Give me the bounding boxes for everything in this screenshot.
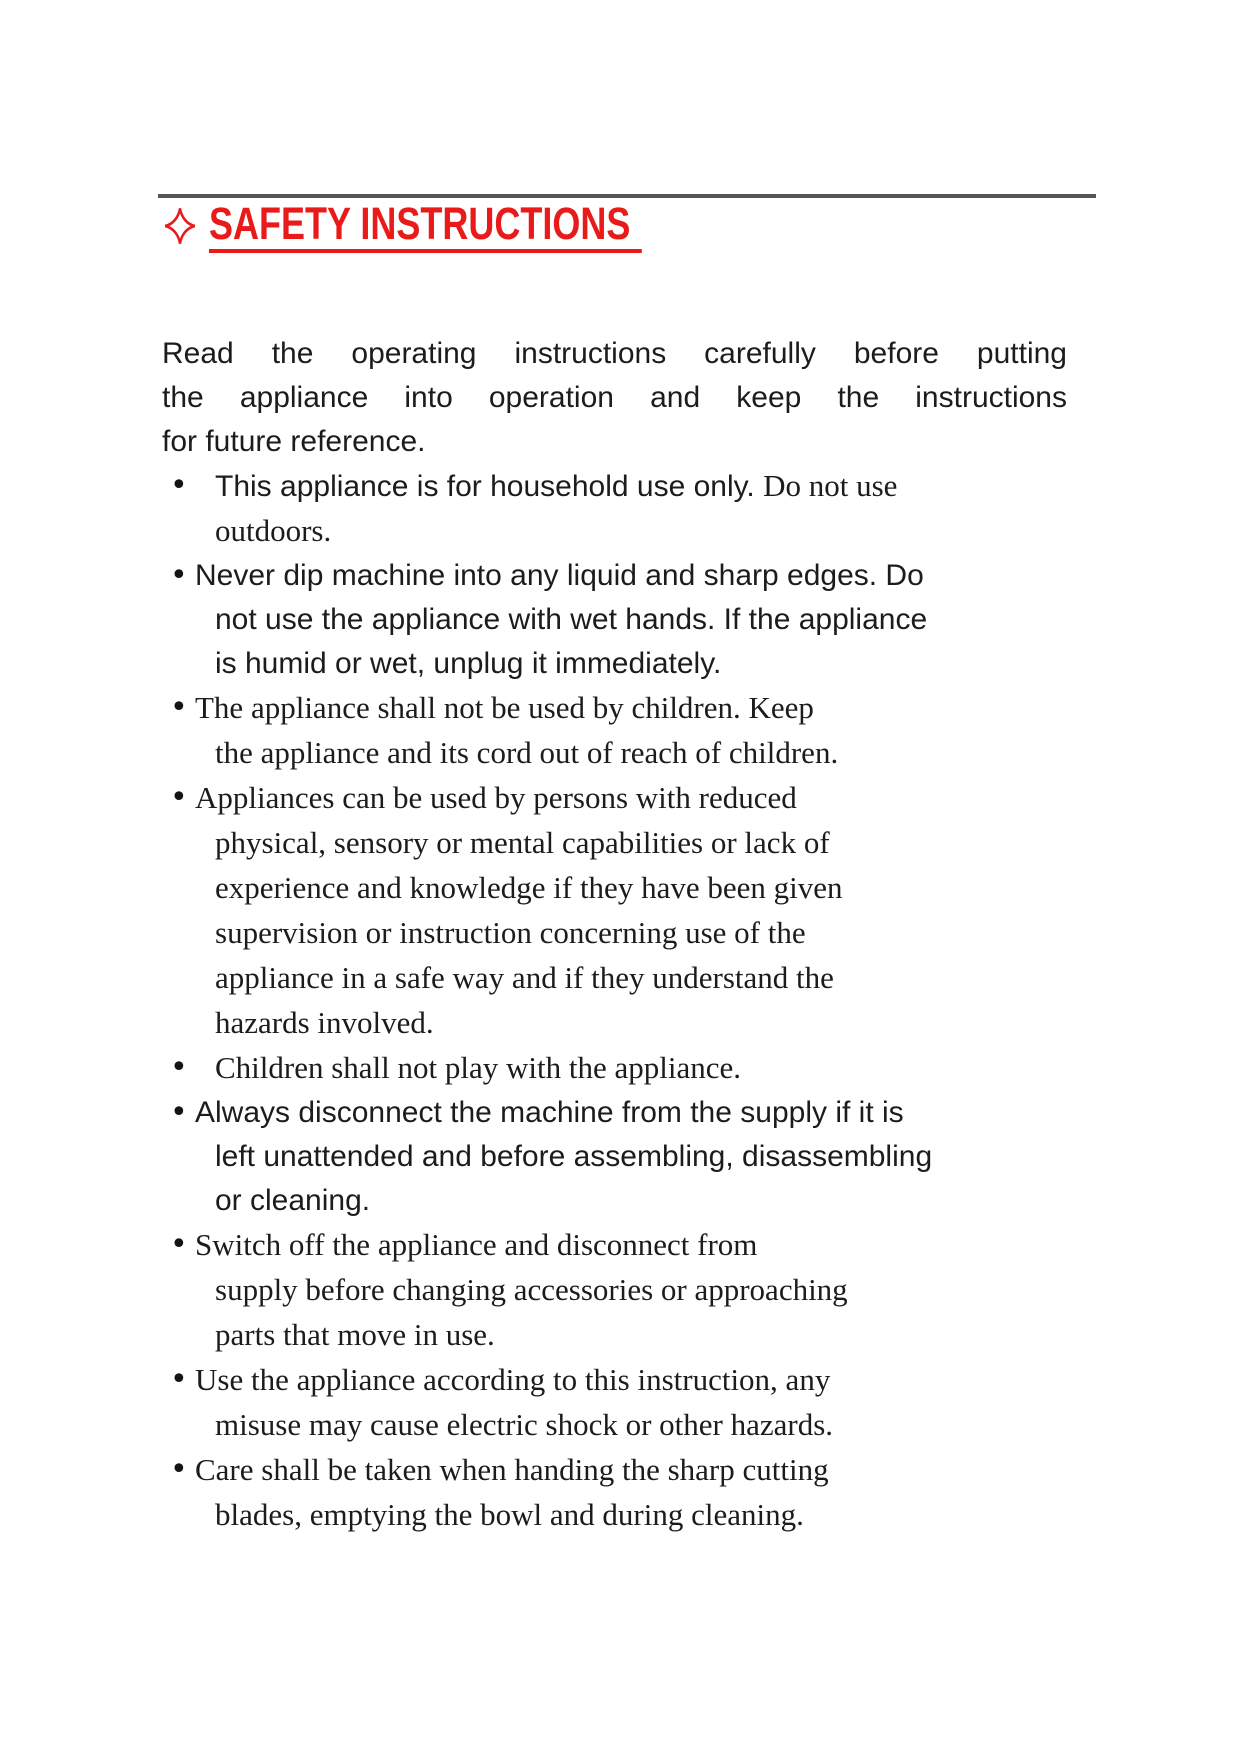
list-item [162,1223,1102,1358]
list-item-text: Care shall be taken when handing the sharp cutting blades, emptying the bowl and during cleaning. [195,1452,829,1532]
list-item [162,464,1102,554]
intro-line: Read the operating instructions carefully before putting [162,337,1067,370]
list-item [162,686,1102,776]
document-body [162,332,1067,1538]
list-item-text: Switch off the appliance and disconnect from supply before changing accessories or approaching parts that move in use. [195,1227,848,1352]
list-item [162,776,1102,1046]
bullet-icon: • [170,1095,188,1130]
list-item-text: Never dip machine into any liquid and sharp edges. Do not use the appliance with wet hands. If the appliance is humid or wet, unplug it immediately. [195,559,928,680]
bullet-icon: • [170,1227,188,1262]
list-item-text: Use the appliance according to this instruction, any misuse may cause electric shock or other hazards. [195,1362,834,1442]
list-item [162,554,1102,686]
list-item-text: Always disconnect the machine from the supply if it is left unattended and before assembling, disassembling or cleaning. [195,1096,933,1217]
four-pointed-star-icon [164,207,196,245]
section-heading [164,199,750,253]
bullet-icon: • [170,1452,188,1487]
bullet-icon: • [170,780,188,815]
safety-instructions-list [162,464,1102,1538]
page-title: SAFETY INSTRUCTIONS [209,199,642,253]
bullet-icon: • [170,558,188,593]
intro-line: the appliance into operation and keep the instructions [162,381,1067,414]
list-item [162,1046,1102,1091]
list-item-text: The appliance shall not be used by children. Keep the appliance and its cord out of reach of children. [195,690,839,770]
intro-paragraph [162,332,1067,464]
bullet-icon: • [170,1050,188,1085]
list-item-text: Children shall not play with the appliance. [215,1050,742,1085]
list-item [162,1091,1102,1223]
list-item [162,1448,1102,1538]
bullet-icon: • [170,690,188,725]
list-item-text: This appliance is for household use only. Do not use outdoors. [215,468,898,548]
intro-line: for future reference. [162,425,426,458]
list-item [162,1358,1102,1448]
bullet-icon: • [170,1362,188,1397]
bullet-icon: • [170,468,188,503]
list-item-text: Appliances can be used by persons with reduced physical, sensory or mental capabilities or lack of experience and knowledge if they have been given supervision or instruction concerning use of the appliance in a safe way and if they understand the hazards involved. [195,780,843,1040]
